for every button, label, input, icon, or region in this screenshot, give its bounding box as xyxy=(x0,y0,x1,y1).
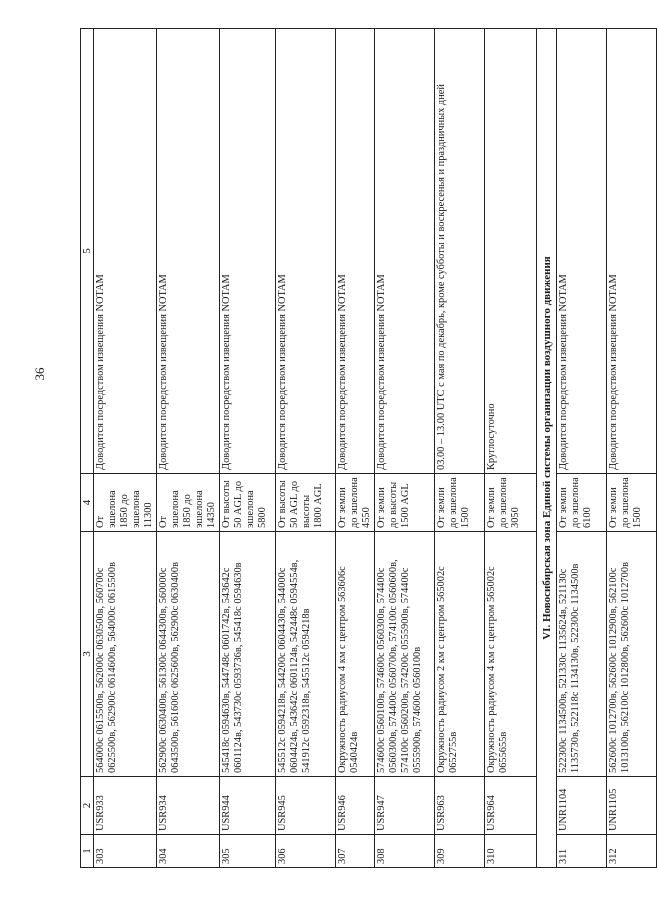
activity-notes: Доводится посредством извещения NOTAM xyxy=(557,29,607,474)
row-number: 306 xyxy=(276,835,336,868)
altitude-limits: От высоты 50 AGL до высоты 1800 AGL xyxy=(276,474,336,532)
altitude-limits: От эшелона 1850 до эшелона 11300 xyxy=(94,474,157,532)
area-code: USR946 xyxy=(336,777,375,835)
column-header: 2 xyxy=(81,777,94,835)
altitude-limits: От высоты 50 AGL до эшелона 5800 xyxy=(220,474,276,532)
area-coordinates: 562900с 0630400в, 561300с 0644300в, 560000с 0643500в, 561600с 0625600в, 562900с 0630400в xyxy=(157,532,220,777)
altitude-limits: От земли до эшелона 6100 xyxy=(557,474,607,532)
activity-notes: 03.00 – 13.00 UTC с мая по декабрь, кроме субботы и воскресенья и праздничных дней xyxy=(435,29,485,474)
area-coordinates: 562600с 1012700в, 562600с 1012900в, 562100с 1013100в, 562100с 1012800в, 562600с 1012700в xyxy=(607,532,657,777)
column-header: 5 xyxy=(81,29,94,474)
area-code: USR933 xyxy=(94,777,157,835)
area-coordinates: Окружность радиусом 4 км с центром 563606с 0540424в xyxy=(336,532,375,777)
column-header: 1 xyxy=(81,835,94,868)
activity-notes: Доводится посредством извещения NOTAM xyxy=(157,29,220,474)
row-number: 305 xyxy=(220,835,276,868)
area-code: USR944 xyxy=(220,777,276,835)
area-code: USR947 xyxy=(375,777,435,835)
activity-notes: Доводится посредством извещения NOTAM xyxy=(607,29,657,474)
area-code: UNR1105 xyxy=(607,777,657,835)
altitude-limits: От земли до эшелона 1500 xyxy=(435,474,485,532)
activity-notes: Доводится посредством извещения NOTAM xyxy=(375,29,435,474)
area-code: USR964 xyxy=(485,777,537,835)
altitude-limits: От земли до эшелона 4550 xyxy=(336,474,375,532)
area-code: UNR1104 xyxy=(557,777,607,835)
area-coordinates: Окружность радиусом 2 км с центром 565002с 0652755в xyxy=(435,532,485,777)
table-row xyxy=(336,29,375,868)
row-number: 311 xyxy=(557,835,607,868)
activity-notes: Доводится посредством извещения NOTAM xyxy=(336,29,375,474)
table-row xyxy=(607,29,657,868)
altitude-limits: От эшелона 1850 до эшелона 14350 xyxy=(157,474,220,532)
activity-notes: Круглосуточно xyxy=(485,29,537,474)
restricted-areas-table xyxy=(80,28,643,868)
area-coordinates: 522300с 1134500в, 521330с 1135624в, 521130с 1135730в, 522118с 1134130в, 522300с 1134500в xyxy=(557,532,607,777)
section-row xyxy=(537,29,557,868)
area-coordinates: 545418с 0594630в, 544748с 0601742в, 543642с 0601124в, 543730с 0593736в, 545418с 0594630в xyxy=(220,532,276,777)
area-code: USR963 xyxy=(435,777,485,835)
row-number: 304 xyxy=(157,835,220,868)
altitude-limits: От земли до высоты 1500 AGL xyxy=(375,474,435,532)
area-coordinates: Окружность радиусом 4 км с центром 565002с 0655655в xyxy=(485,532,537,777)
row-number: 308 xyxy=(375,835,435,868)
activity-notes: Доводится посредством извещения NOTAM xyxy=(276,29,336,474)
area-code: USR934 xyxy=(157,777,220,835)
table-row xyxy=(94,29,157,868)
column-header: 4 xyxy=(81,474,94,532)
table-row xyxy=(557,29,607,868)
row-number: 310 xyxy=(485,835,537,868)
area-coordinates: 564000с 0615500в, 562000с 0630500в, 560700с 0625500в, 562900с 0614600в, 564000с 0615500в xyxy=(94,532,157,777)
table-row xyxy=(157,29,220,868)
table-row xyxy=(220,29,276,868)
table-row xyxy=(435,29,485,868)
activity-notes: Доводится посредством извещения NOTAM xyxy=(220,29,276,474)
table-row xyxy=(276,29,336,868)
area-coordinates: 574600с 0560100в, 574600с 0560300в, 574400с 0560300в, 574400с 0560700в, 574100с 0560600в, 574100с 0560200в, 574200с 0555900в, 574400с 0555900в, 574600с 0560100в xyxy=(375,532,435,777)
table-header-row xyxy=(81,29,94,868)
table-row xyxy=(485,29,537,868)
rotated-table-area xyxy=(80,28,643,868)
area-coordinates: 545512с 0594218в, 544200с 0604430в, 544000с 0604424в, 543642с 0601124в, 542448с 0594554в, 541912с 0592318в, 545512с 0594218в xyxy=(276,532,336,777)
activity-notes: Доводится посредством извещения NOTAM xyxy=(94,29,157,474)
row-number: 307 xyxy=(336,835,375,868)
altitude-limits: От земли до эшелона 3050 xyxy=(485,474,537,532)
page-number: 36 xyxy=(32,367,47,381)
row-number: 312 xyxy=(607,835,657,868)
altitude-limits: От земли до эшелона 1500 xyxy=(607,474,657,532)
table-row xyxy=(375,29,435,868)
area-code: USR945 xyxy=(276,777,336,835)
column-header: 3 xyxy=(81,532,94,777)
row-number: 309 xyxy=(435,835,485,868)
row-number: 303 xyxy=(94,835,157,868)
section-title: VI. Новосибирская зона Единой системы организации воздушного движения xyxy=(537,29,557,868)
